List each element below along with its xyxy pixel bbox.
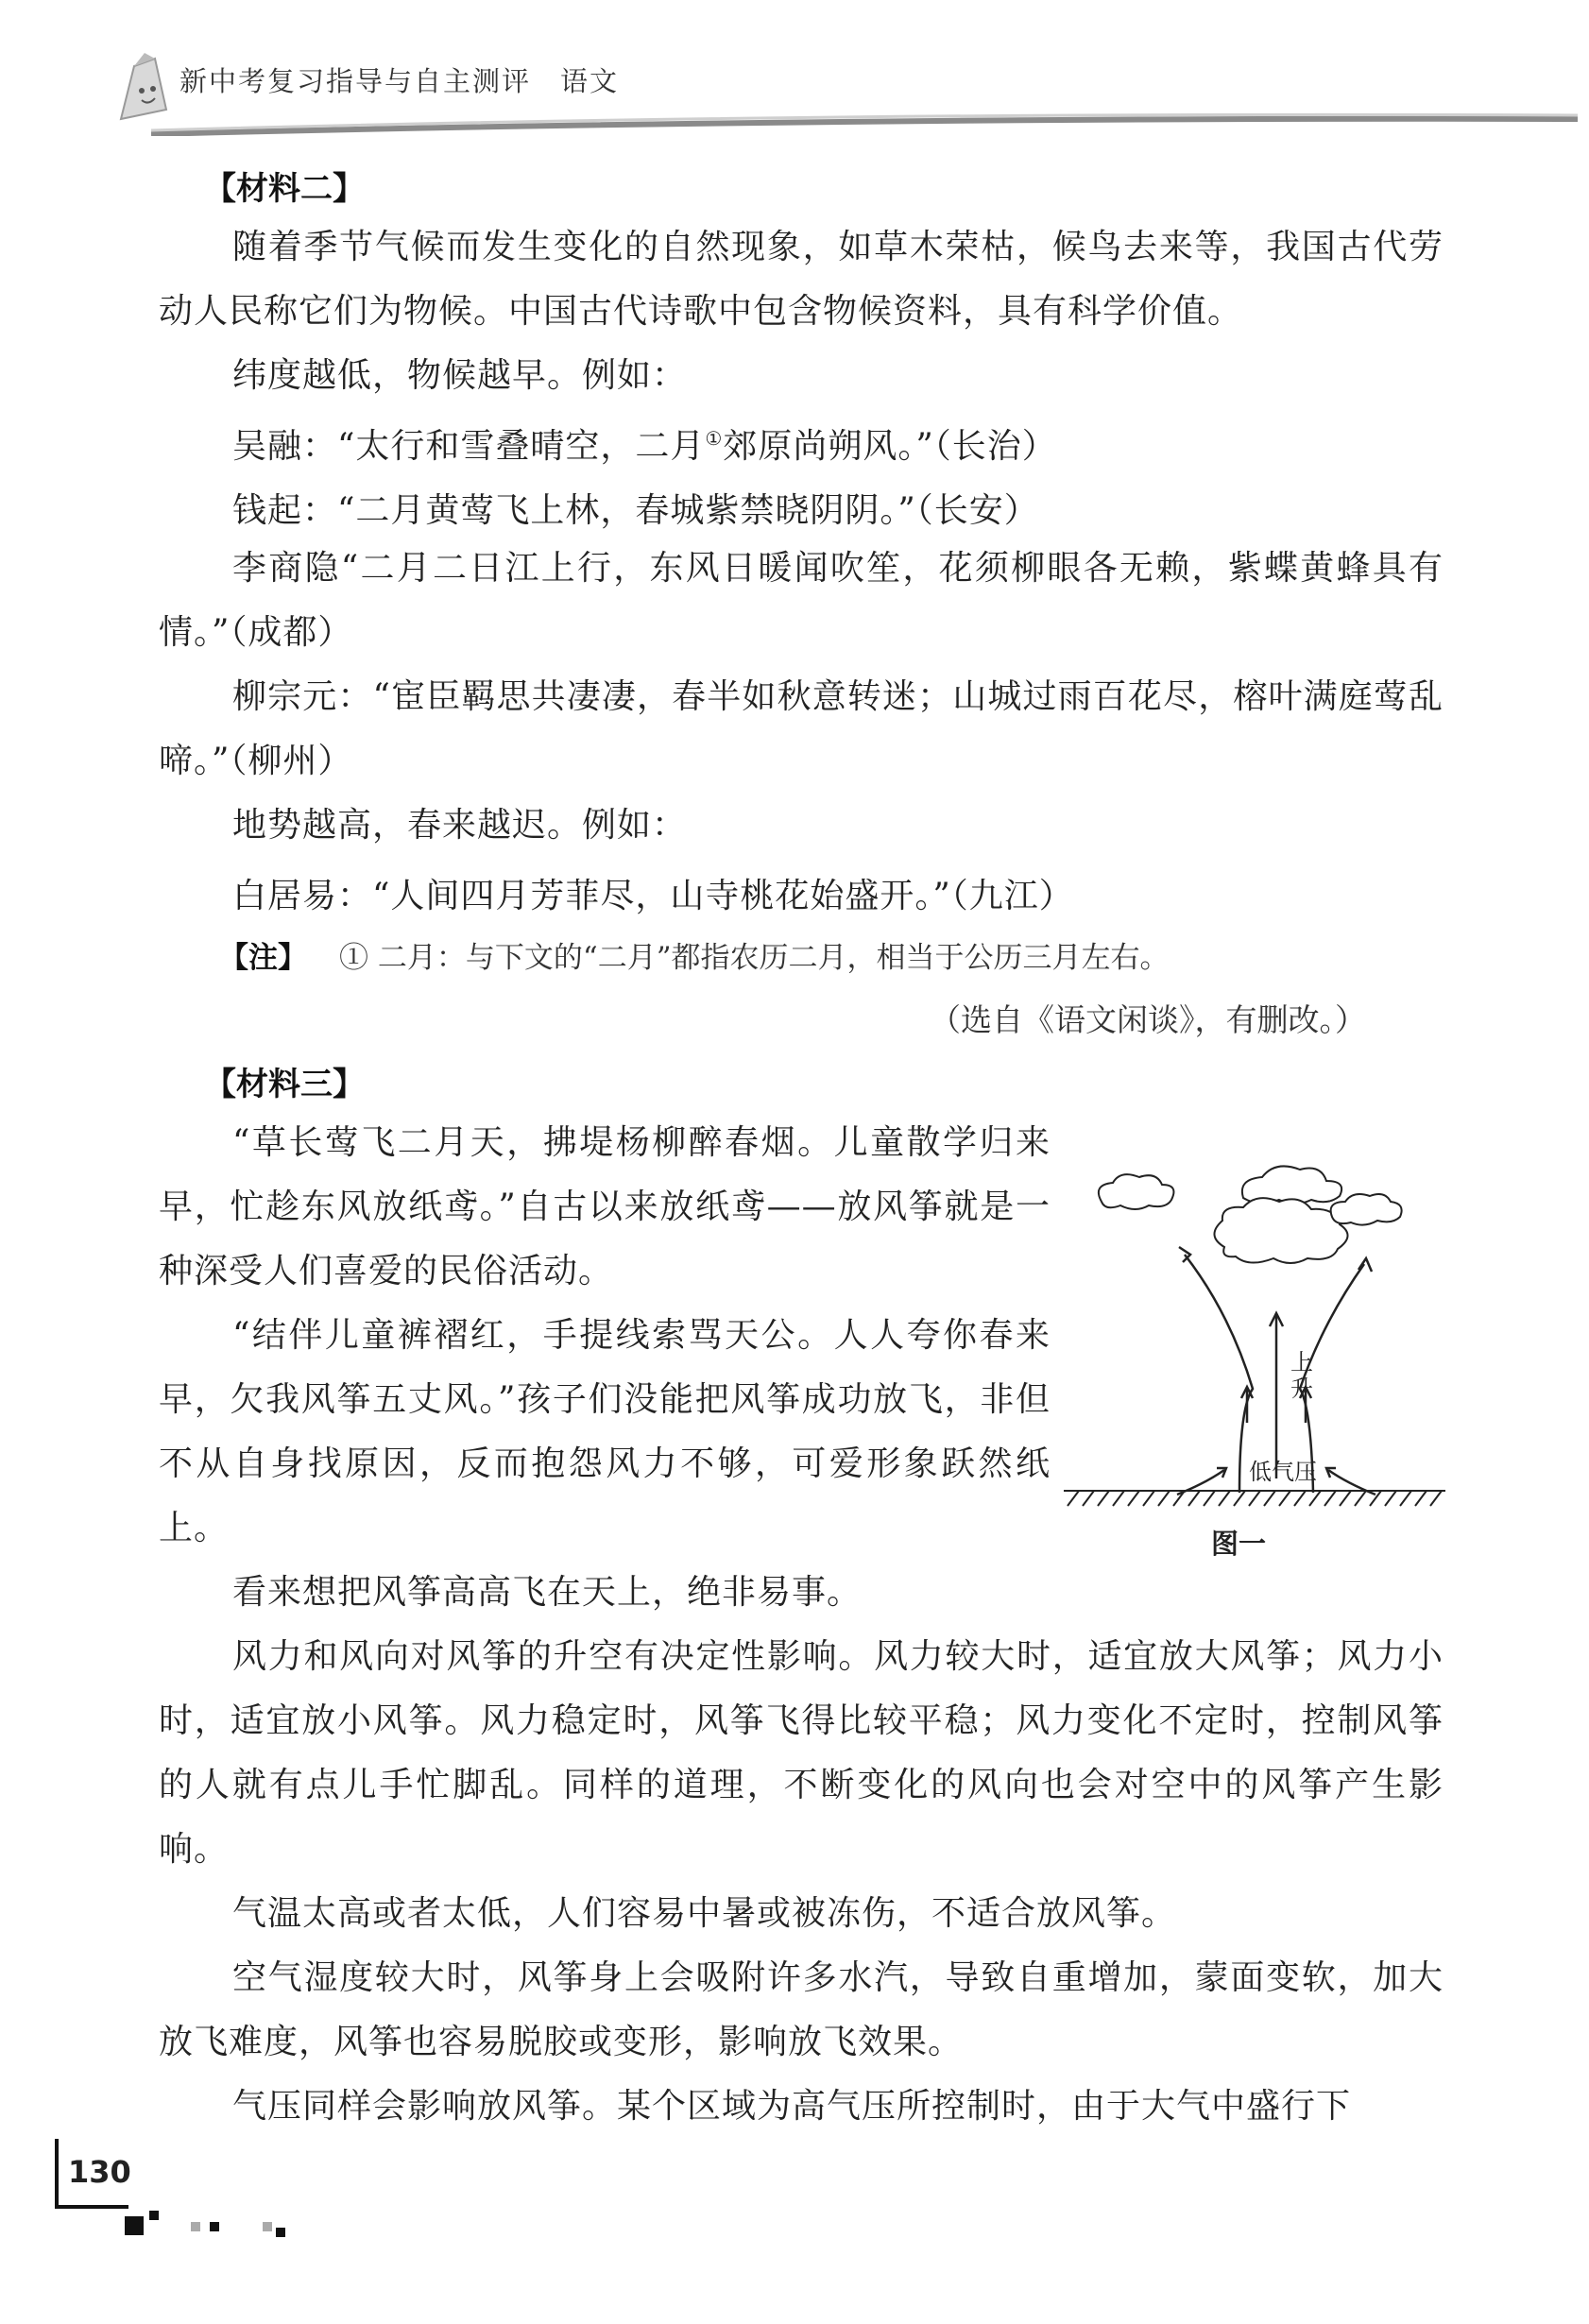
- rising-label: 上: [1290, 1350, 1313, 1376]
- poem-line-qian-qi: 钱起：“二月黄莺飞上林，春城紫禁晓阴阴。”（长安）: [232, 491, 1039, 530]
- cloud-center-icon: [1214, 1166, 1347, 1263]
- material3-paragraph-5: 气温太高或者太低，人们容易中暑或被冻伤，不适合放风筝。: [232, 1894, 1177, 1933]
- source-citation: （选自《语文闲谈》，有删改。）: [930, 1001, 1366, 1038]
- footnote: [219, 933, 1170, 976]
- material3-paragraph-2: “结伴儿童裤褶红，手提线索骂天公。人人夸你春来早，欠我风筝五丈风。”孩子们没能把风筝成功放飞，非但不从自身找原因，反而抱怨风力不够，可爱形象跃然纸上。: [159, 1316, 1051, 1547]
- material2-paragraph-1: 随着季节气候而发生变化的自然现象，如草木荣枯，候鸟去来等，我国古代劳动人民称它们为物候。中国古代诗歌中包含物候资料，具有科学价值。: [159, 228, 1444, 331]
- footnote-marker: ①: [705, 427, 724, 450]
- low-pressure-label: 低气压: [1249, 1460, 1317, 1485]
- material3-paragraph-4: 风力和风向对风筝的升空有决定性影响。风力较大时，适宜放大风筝；风力小时，适宜放小风筝。风力稳定时，风筝飞得比较平稳；风力变化不定时，控制风筝的人就有点儿手忙脚乱。同样的道理，不断变化的风向也会对空中的风筝产生影响。: [159, 1637, 1444, 1869]
- material3-paragraph-3: 看来想把风筝高高飞在天上，绝非易事。: [232, 1573, 863, 1612]
- material2-heading: 【材料二】: [204, 170, 365, 208]
- page-number: [55, 2141, 131, 2201]
- rising-label-2: 升: [1290, 1376, 1313, 1402]
- cloud-right-icon: [1331, 1194, 1402, 1225]
- cloud-left-icon: [1099, 1174, 1174, 1209]
- header-rule: [151, 98, 1578, 136]
- low-pressure-diagram: [1064, 1143, 1451, 1512]
- material3-paragraph-6: 空气湿度较大时，风筝身上会吸附许多水汽，导致自重增加，蒙面变软，加大放飞难度，风筝也容易脱胶或变形，影响放飞效果。: [159, 1958, 1444, 2061]
- footnote-text: ① 二月：与下文的“二月”都指农历二月，相当于公历三月左右。: [339, 941, 1170, 975]
- page-header: [113, 53, 1568, 147]
- ground-hatching: [1064, 1491, 1445, 1506]
- material3-heading: 【材料三】: [204, 1066, 365, 1103]
- material2-paragraph-3: 李商隐“二月二日江上行，东风日暖闻吹笙，花须柳眼各无赖，紫蝶黄蜂具有情。”（成都）: [159, 549, 1444, 652]
- decorative-squares: [125, 2207, 314, 2245]
- poem-line-bai-juyi: 白居易：“人间四月芳菲尽，山寺桃花始盛开。”（九江）: [232, 877, 1074, 915]
- material3-paragraph-7: 气压同样会影响放风筝。某个区域为高气压所控制时，由于大气中盛行下: [232, 2087, 1352, 2126]
- figure-caption: 图一: [1211, 1528, 1267, 1560]
- poem-text: 吴融：“太行和雪叠晴空，二月: [232, 427, 706, 466]
- material3-paragraph-1: “草长莺飞二月天，拂堤杨柳醉春烟。儿童散学归来早，忙趁东风放纸鸢。”自古以来放纸鸢——放风筝就是一种深受人们喜爱的民俗活动。: [159, 1123, 1051, 1290]
- page-number-text: 130: [68, 2154, 131, 2190]
- material2-paragraph-2: 纬度越低，物候越早。例如：: [232, 356, 688, 395]
- airflow-arrows: [1177, 1247, 1375, 1495]
- material2-paragraph-4: 柳宗元：“宦臣羁思共凄凄，春半如秋意转迷；山城过雨百花尽，榕叶满庭莺乱啼。”（柳州）: [159, 677, 1444, 780]
- footnote-label: 【注】: [219, 941, 307, 975]
- poem-line-wu-rong: [232, 419, 1057, 468]
- book-title: 新中考复习指导与自主测评 语文: [179, 65, 620, 97]
- poem-text-rest: 郊原尚朔风。”（长治）: [723, 427, 1057, 466]
- material2-paragraph-5: 地势越高，春来越迟。例如：: [232, 806, 688, 845]
